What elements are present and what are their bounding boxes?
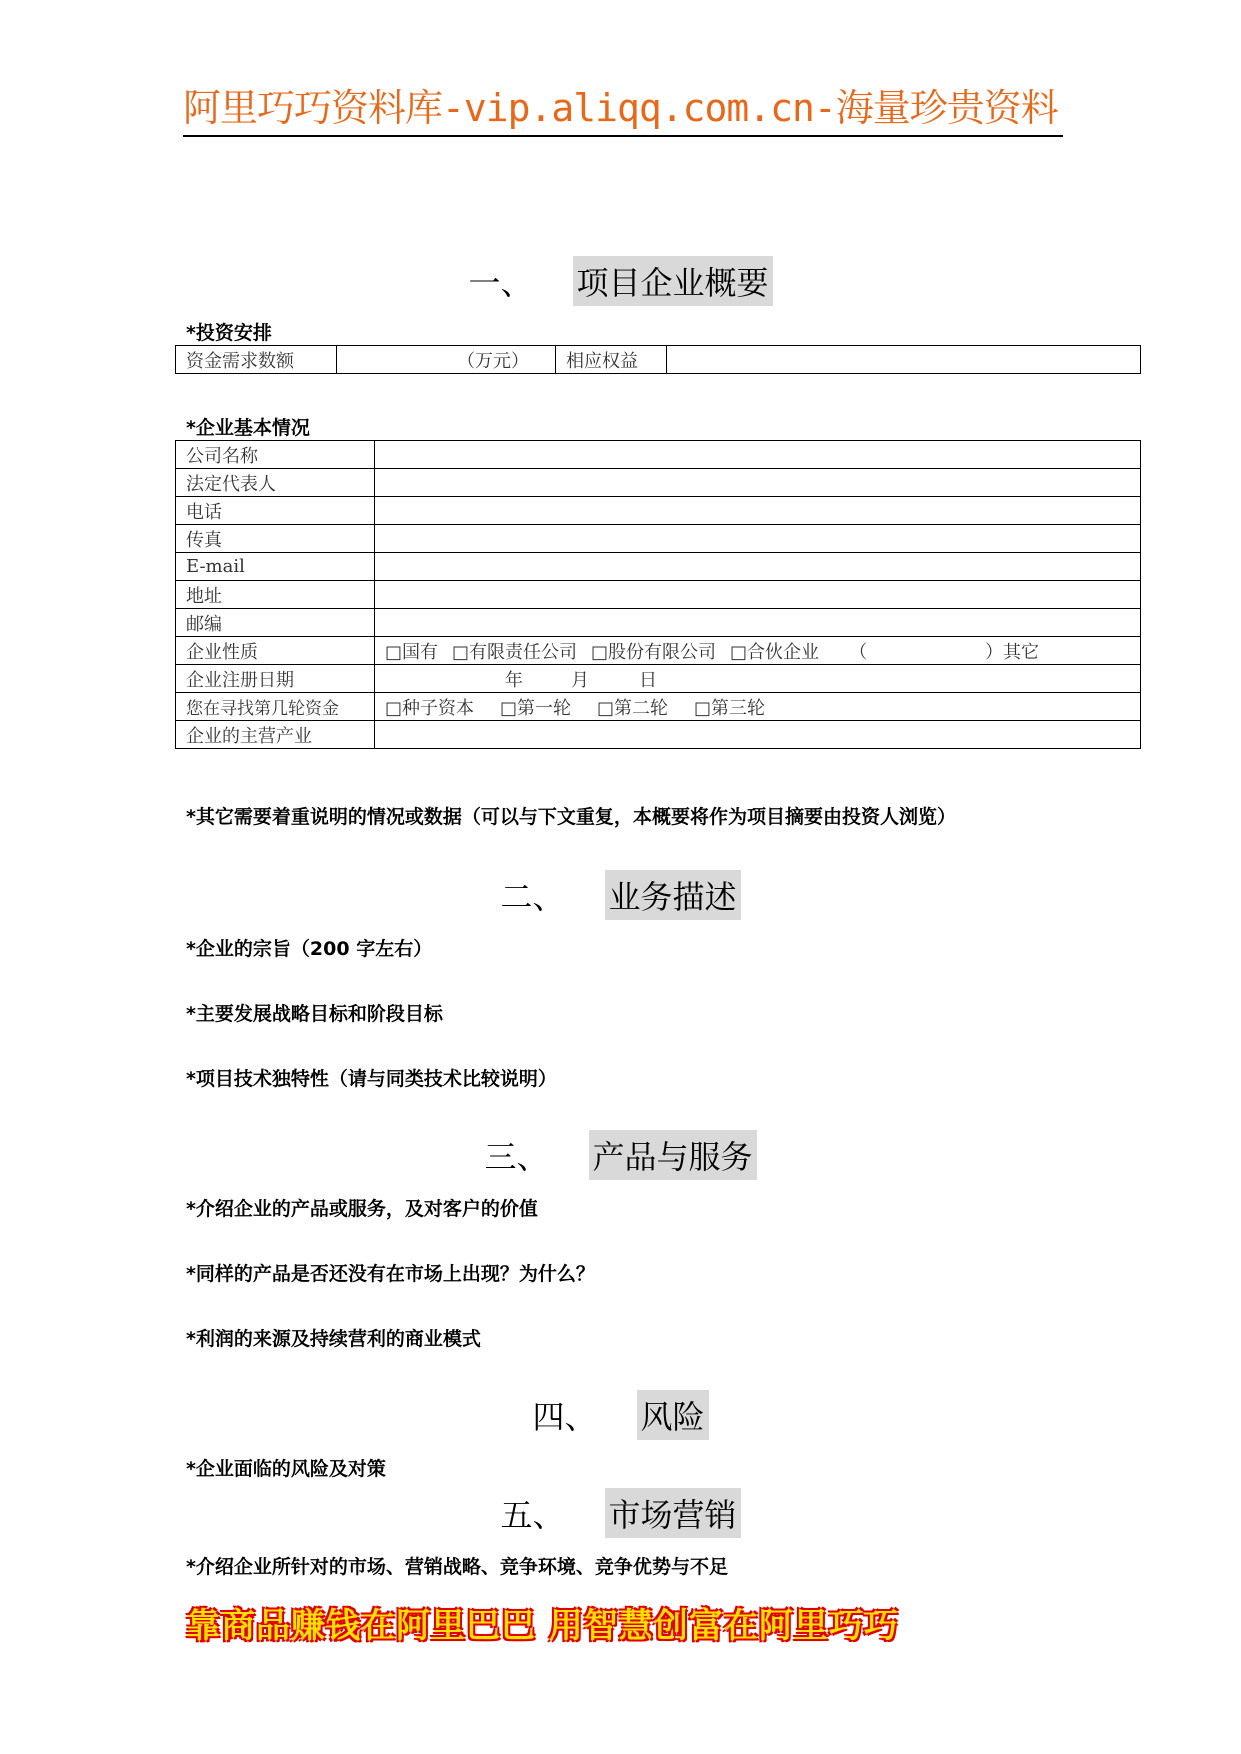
fax-field[interactable] (375, 525, 1141, 553)
row-label: 您在寻找第几轮资金 (176, 693, 375, 721)
section-heading: 项目企业概要 (573, 256, 773, 306)
header-banner (183, 85, 1063, 137)
strategy-label: *主要发展战略目标和阶段目标 (186, 1003, 443, 1025)
phone-field[interactable] (375, 497, 1141, 525)
month-label: 月 (571, 669, 589, 691)
risk-label: *企业面临的风险及对策 (186, 1458, 386, 1480)
funding-amount-field[interactable] (337, 346, 556, 374)
row-label: 公司名称 (176, 441, 375, 469)
table-row (176, 497, 1141, 525)
round-options (375, 693, 1141, 721)
postcode-field[interactable] (375, 609, 1141, 637)
round-seed-checkbox[interactable]: □种子资本 (385, 697, 475, 719)
technology-label: *项目技术独特性（请与同类技术比较说明） (186, 1068, 557, 1090)
nature-other-open[interactable]: （ (849, 641, 868, 663)
table-row (176, 553, 1141, 581)
registration-date-field[interactable] (375, 665, 1141, 693)
nature-joint-stock-checkbox[interactable]: □股份有限公司 (591, 641, 717, 663)
legal-rep-field[interactable] (375, 469, 1141, 497)
year-label: 年 (505, 669, 523, 691)
section-title-2 (0, 870, 1241, 920)
nature-state-checkbox[interactable]: □国有 (385, 641, 439, 663)
footer-banner: 靠商品赚钱在阿里巴巴 用智慧创富在阿里巧巧 (186, 1606, 899, 1646)
row-label: 传真 (176, 525, 375, 553)
funding-label: 资金需求数额 (176, 346, 337, 374)
investment-heading: *投资安排 (186, 322, 272, 344)
table-row (176, 525, 1141, 553)
row-label: 邮编 (176, 609, 375, 637)
row-label: 企业的主营产业 (176, 721, 375, 749)
section-number: 四、 (532, 1398, 597, 1436)
section-number: 五、 (500, 1496, 565, 1534)
table-row (176, 665, 1141, 693)
header-banner-text: 阿里巧巧资料库-vip.aliqq.com.cn-海量珍贵资料 (183, 86, 1058, 130)
marketing-label: *介绍企业所针对的市场、营销战略、竞争环境、竞争优势与不足 (186, 1556, 728, 1578)
table-row (176, 693, 1141, 721)
row-label: 企业注册日期 (176, 665, 375, 693)
row-label: 地址 (176, 581, 375, 609)
company-table (175, 440, 1141, 749)
day-label: 日 (639, 669, 657, 691)
section-title-5 (0, 1488, 1241, 1538)
section-heading: 产品与服务 (589, 1130, 757, 1180)
section-title-1 (0, 256, 1241, 306)
company-name-field[interactable] (375, 441, 1141, 469)
profit-label: *利润的来源及持续营利的商业模式 (186, 1328, 481, 1350)
section-heading: 市场营销 (605, 1488, 741, 1538)
investment-table (175, 345, 1141, 374)
purpose-label: *企业的宗旨（200 字左右） (186, 938, 433, 960)
other-info-label: *其它需要着重说明的情况或数据（可以与下文重复，本概要将作为项目摘要由投资人浏览） (186, 806, 956, 828)
row-label: 企业性质 (176, 637, 375, 665)
nature-llc-checkbox[interactable]: □有限责任公司 (452, 641, 578, 663)
table-row (176, 721, 1141, 749)
row-label: 法定代表人 (176, 469, 375, 497)
round-third-checkbox[interactable]: □第三轮 (694, 697, 766, 719)
nature-partnership-checkbox[interactable]: □合伙企业 (730, 641, 820, 663)
email-field[interactable] (375, 553, 1141, 581)
main-industry-field[interactable] (375, 721, 1141, 749)
section-number: 二、 (500, 878, 565, 916)
nature-options (375, 637, 1141, 665)
products-label: *介绍企业的产品或服务，及对客户的价值 (186, 1198, 538, 1220)
funding-unit: （万元） (457, 350, 529, 372)
equity-label: 相应权益 (556, 346, 667, 374)
equity-field[interactable] (667, 346, 1141, 374)
company-heading: *企业基本情况 (186, 417, 310, 439)
address-field[interactable] (375, 581, 1141, 609)
section-title-4 (0, 1390, 1241, 1440)
round-second-checkbox[interactable]: □第二轮 (597, 697, 669, 719)
row-label: 电话 (176, 497, 375, 525)
round-first-checkbox[interactable]: □第一轮 (500, 697, 572, 719)
section-number: 三、 (484, 1138, 549, 1176)
table-row (176, 637, 1141, 665)
nature-other-close: ）其它 (985, 641, 1040, 663)
market-exist-label: *同样的产品是否还没有在市场上出现？为什么？ (186, 1263, 595, 1285)
table-row (176, 469, 1141, 497)
section-title-3 (0, 1130, 1241, 1180)
section-number: 一、 (468, 264, 533, 302)
section-heading: 风险 (637, 1390, 709, 1440)
table-row (176, 441, 1141, 469)
row-label: E-mail (176, 553, 375, 581)
section-heading: 业务描述 (605, 870, 741, 920)
table-row (176, 609, 1141, 637)
table-row (176, 581, 1141, 609)
